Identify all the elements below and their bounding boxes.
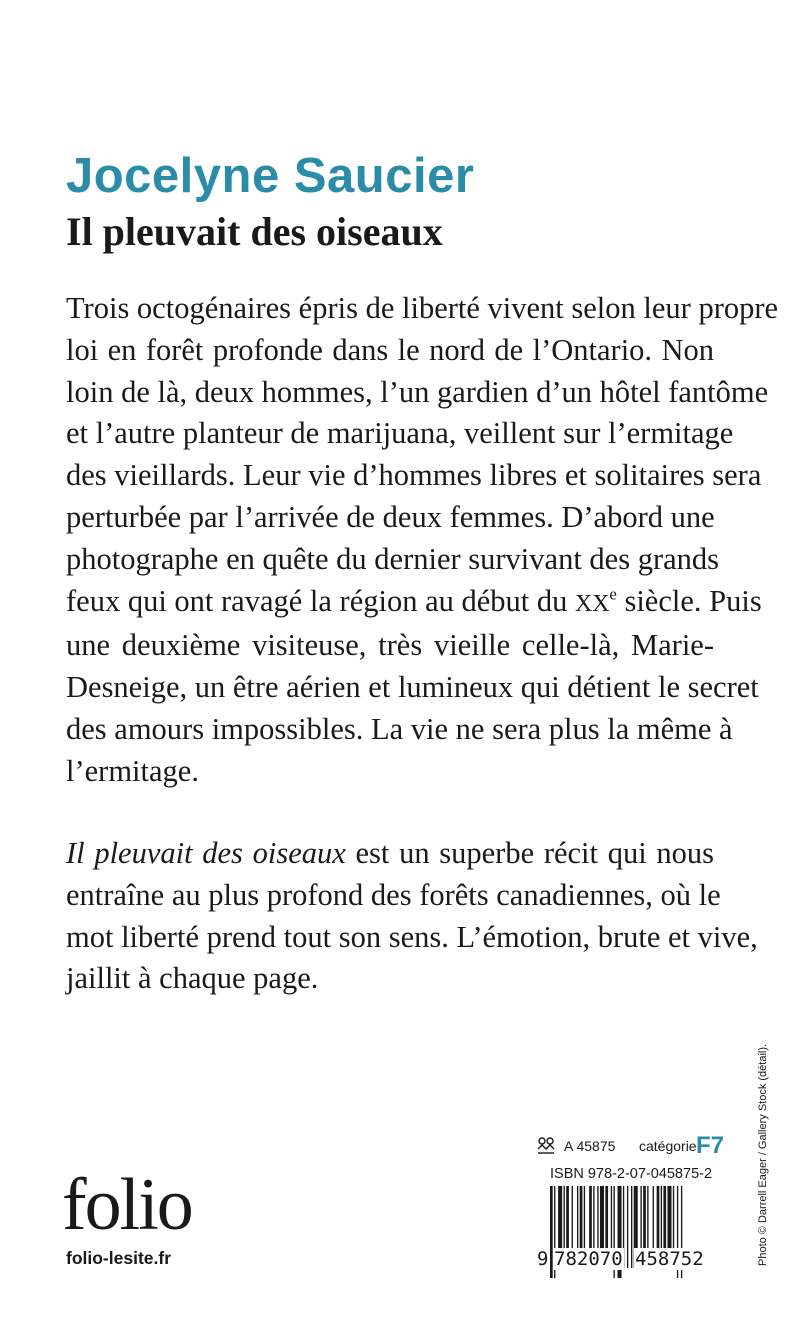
author-name: Jocelyne Saucier <box>66 149 475 203</box>
barcode-digits <box>536 1248 718 1274</box>
publisher-logo: folio <box>62 1164 192 1246</box>
book-stack-icon <box>536 1136 556 1154</box>
book-title: Il pleuvait des oiseaux <box>66 209 443 254</box>
summary-line: loin de là, deux hommes, l’un gardien d’un hôtel fantôme <box>66 374 769 409</box>
century-numeral: XX <box>575 590 610 617</box>
summary-line: et l’autre planteur de marijuana, veillent sur l’ermitage <box>66 416 734 451</box>
publisher-website: folio-lesite.fr <box>66 1248 172 1268</box>
review-line: mot liberté prend tout son sens. L’émotion, brute et vive, <box>66 919 758 954</box>
barcode-first-digit: 9 <box>537 1248 549 1270</box>
isbn: ISBN 978-2-07-045875-2 <box>550 1166 713 1182</box>
italic-book-title: Il pleuvait des oiseaux <box>66 836 346 870</box>
summary-line: des vieillards. Leur vie d’hommes libres et solitaires sera <box>66 458 762 493</box>
catalog-number: A 45875 <box>564 1138 616 1154</box>
summary-line: photographe en quête du dernier survivant des grands <box>66 541 720 576</box>
review-paragraph <box>66 833 758 1000</box>
summary-line: une deuxième visiteuse, très vieille celle-là, Marie- <box>66 628 714 663</box>
summary-line: perturbée par l’arrivée de deux femmes. D’abord une <box>66 499 715 534</box>
century-superscript: e <box>609 583 617 603</box>
summary-line: feux qui ont ravagé la région au début du XXe siècle. Puis <box>66 583 762 618</box>
category-value: F7 <box>696 1132 725 1159</box>
category-label: catégorie <box>639 1138 697 1154</box>
photo-credit: Photo © Darrell Eager / Gallery Stock (détail). <box>757 1043 769 1266</box>
summary-line: Desneige, un être aérien et lumineux qui détient le secret <box>66 670 759 705</box>
summary-line: des amours impossibles. La vie ne sera plus la même à <box>66 711 733 746</box>
summary-line: l’ermitage. <box>66 753 199 788</box>
barcode-right-group: 458752 <box>635 1248 704 1270</box>
barcode-left-group: 782070 <box>554 1248 623 1270</box>
summary-line: Trois octogénaires épris de liberté vivent selon leur propre <box>66 291 779 325</box>
review-line: entraîne au plus profond des forêts canadiennes, où le <box>66 877 721 912</box>
summary-paragraph <box>66 288 779 793</box>
review-line: jaillit à chaque page. <box>66 961 319 996</box>
summary-line: loi en forêt profonde dans le nord de l’Ontario. Non <box>66 332 714 367</box>
review-line: Il pleuvait des oiseaux est un superbe récit qui nous <box>66 836 714 870</box>
catalog-code-row <box>536 1132 725 1159</box>
